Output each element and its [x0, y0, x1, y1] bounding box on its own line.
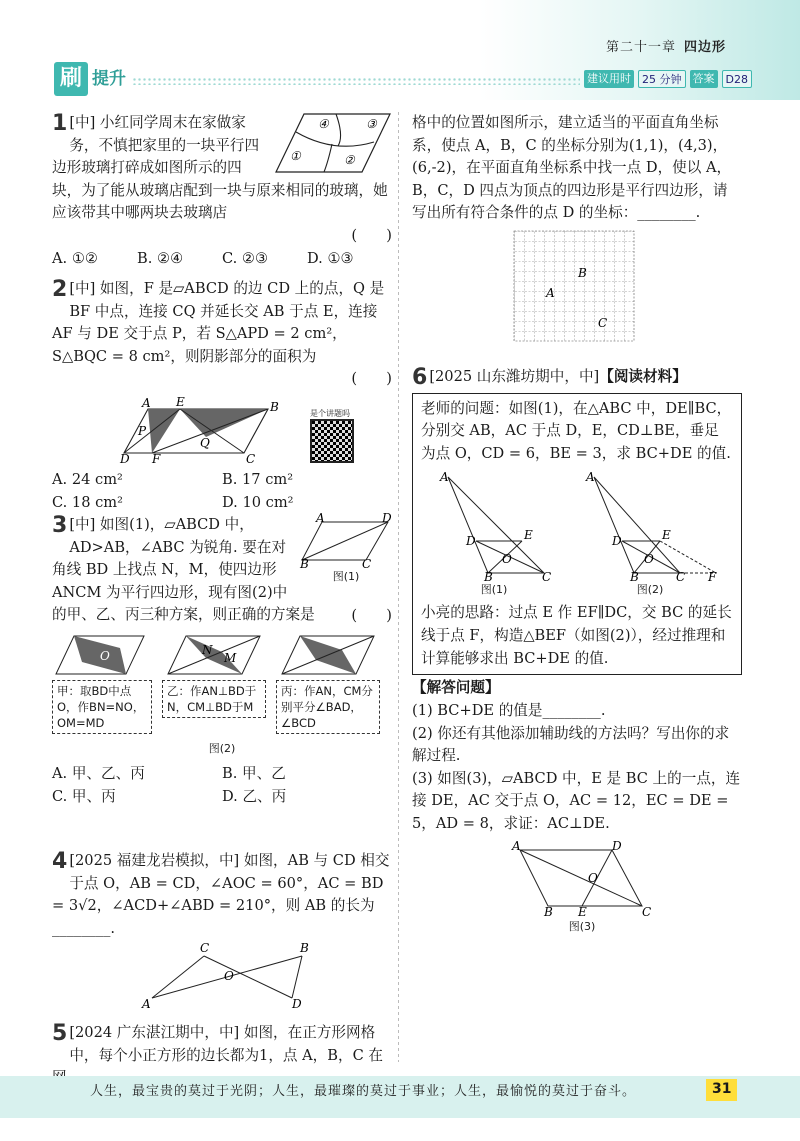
q1-label-1: ①: [290, 149, 301, 163]
footer-motto: 人生，最宝贵的莫过于光阴；人生，最璀璨的莫过于事业；人生，最愉悦的莫过于奋斗。: [90, 1084, 637, 1099]
answer-label: 答案: [690, 70, 718, 88]
q3-fig2-caption: 图(2): [208, 741, 236, 755]
time-value: 25 分钟: [638, 70, 686, 88]
q1-option-a[interactable]: A. ①②: [52, 249, 98, 267]
q3-option-a[interactable]: A. 甲、乙、丙: [52, 764, 145, 782]
logo-subtitle: 提升: [92, 69, 126, 89]
q5-text-left: [2024 广东湛江期中，中] 如图，在正方形网格中，每个小正方形的边长都为1，点 A，B，C 在: [69, 1024, 383, 1064]
q6-teacher-text: 老师的问题：如图(1)，在△ABC 中，DE∥BC，分别交 AB，AC 于点 D，E，CD⊥BE，垂足为点 O，CD = 6，BE = 3，求 BC+DE 的值.: [421, 399, 732, 462]
q6-fig3-e: E: [578, 904, 587, 919]
q6-tag: [2025 山东潍坊期中，中]: [429, 368, 600, 385]
q3-options-2: [52, 786, 392, 809]
q3-fig1-svg: [300, 511, 392, 571]
q6-fig2-f: F: [708, 570, 717, 585]
q6-sub1: (1) BC+DE 的值是________.: [412, 701, 606, 719]
q6-fig1-o: O: [502, 552, 512, 567]
q5-number: 5: [52, 1021, 68, 1046]
q1-label-4: ④: [318, 117, 329, 131]
page-number: 31: [706, 1079, 737, 1101]
q1-option-b[interactable]: B. ②④: [137, 249, 184, 267]
q1-paren: ( ): [351, 227, 392, 245]
q6-fig2-c: C: [676, 570, 686, 585]
q3-label-b: B: [300, 557, 309, 571]
q4-label-b: B: [300, 941, 309, 956]
q6-fig3-b: B: [544, 904, 553, 919]
q1-crack-3: [336, 114, 341, 146]
q3-option-b[interactable]: B. 甲、乙: [222, 764, 286, 782]
q2-option-a[interactable]: A. 24 cm²: [52, 471, 123, 489]
q3-label-a: A: [316, 511, 325, 525]
q5-grid-figure: [514, 231, 634, 341]
q1-option-c[interactable]: C. ②③: [222, 249, 269, 267]
q6-tag2: 【阅读材料】: [599, 368, 687, 385]
q2-label-q: Q: [200, 436, 210, 451]
q6-fig1-b: B: [484, 570, 493, 585]
q5-label-b: B: [578, 266, 587, 281]
q1-crack-2: [324, 144, 332, 172]
q6-fig3-o: O: [588, 870, 598, 885]
q6-fig2-o: O: [644, 552, 654, 567]
q6-fig3-a: A: [512, 838, 521, 853]
q6-fig3-c: C: [642, 904, 652, 919]
q2-qr-block: [310, 410, 364, 463]
q4-number: 4: [52, 849, 68, 874]
q3-text: [中] 如图(1)，▱ABCD 中，AD>AB，∠ABC 为锐角. 要在对角线 BD 上找点 N，M，使四边形 ANCM 为平行四边形，现有图(2)中的甲、乙、丙三种方案，则正确的方案是: [52, 516, 315, 624]
q3-options-1: [52, 763, 392, 786]
q6-number: 6: [412, 365, 428, 390]
q6-fig2: [580, 469, 720, 598]
q6-fig1-e: E: [524, 528, 533, 543]
q6-fig2-d: D: [612, 534, 622, 549]
q3-option-c[interactable]: C. 甲、丙: [52, 787, 116, 805]
q6-sub3: (3) 如图(3)，▱ABCD 中，E 是 BC 上的一点，连接 DE，AC 交于点 O，AC = 12，EC = DE = 5，AD = 8，求证：AC⊥DE.: [412, 769, 741, 832]
q3-fig1-diagonal: [302, 522, 388, 560]
q2-option-c[interactable]: C. 18 cm²: [52, 493, 123, 511]
q3-plan-b: [162, 632, 266, 734]
q3-number: 3: [52, 513, 68, 538]
chapter-header: 第二十一章 四边形: [606, 40, 727, 55]
q4-label-c: C: [200, 941, 210, 956]
q2-label-e: E: [176, 395, 185, 410]
q2-label-p: P: [138, 424, 147, 439]
q6-fig3: [512, 838, 652, 935]
q6-fig1-c: C: [542, 570, 552, 585]
question-2: [52, 278, 392, 514]
q1-options: [52, 248, 392, 271]
q4-text: [2025 福建龙岩模拟，中] 如图，AB 与 CD 相交于点 O，AB = CD，∠AOC = 60°，AC = BD = 3√2，∠ACD+∠ABD = 210°，则 AB 的长为: [52, 852, 390, 915]
q2-figure-row: [120, 391, 392, 467]
q2-text: [中] 如图，F 是▱ABCD 的边 CD 上的点，Q 是 BF 中点，连接 CQ 并延长交 AB 于点 E，连接 AF 与 DE 交于点 P，若 S△APD = 2 cm²，S△BQC = 8 cm²，则阴影部分的面积为: [52, 280, 385, 365]
q5-label-a: A: [546, 286, 555, 301]
q1-label-3: ③: [366, 117, 377, 131]
q3-label-d: D: [382, 511, 392, 525]
q3-plan-b-text: 乙：作AN⊥BD于N，CM⊥BD于M: [162, 680, 266, 718]
question-6: [412, 366, 742, 935]
q5-grid: [514, 231, 634, 341]
q2-label-c: C: [246, 452, 256, 467]
logo: 刷: [54, 62, 88, 96]
q4-line-bd: [292, 956, 302, 998]
q6-figs: [421, 469, 733, 598]
q2-options-1: [52, 469, 392, 492]
q6-fig1-svg: [434, 469, 554, 585]
q6-fig1-caption: 图(1): [480, 583, 508, 597]
q2-qr-caption: 是个讲题吗: [310, 409, 350, 419]
q6-fig1-a: A: [440, 470, 449, 485]
q2-option-d[interactable]: D. 10 cm²: [222, 493, 294, 511]
q6-fig2-caption: 图(2): [636, 583, 664, 597]
q3-plan-a-o: O: [100, 648, 110, 663]
q2-options-2: [52, 492, 392, 515]
q3-plan-c-fig: [276, 632, 380, 680]
q3-fig1-caption: 图(1): [332, 570, 360, 583]
q6-fig2-ef: [660, 541, 716, 573]
q6-fig3-ac: [520, 850, 642, 906]
q5-text-right: 格中的位置如图所示，建立适当的平面直角坐标系，使点 A，B，C 的坐标分别为(1,1)，(4,3)，(6,-2)，在平面直角坐标系中找一点 D，使以 A，B，C，D 四点为顶点的四边形是平行四边形，请写出所有符合条件的点 D 的坐标：: [412, 114, 732, 222]
q3-plan-a-fig: [52, 632, 152, 680]
q1-option-d[interactable]: D. ①③: [307, 249, 354, 267]
q4-figure: [142, 940, 312, 1010]
q1-crack-1: [296, 132, 374, 146]
q3-plan-b-n: N: [202, 642, 213, 657]
q6-sub2: (2) 你还有其他添加辅助线的方法吗？写出你的求解过程.: [412, 724, 730, 765]
q3-option-d[interactable]: D. 乙、丙: [222, 787, 287, 805]
time-label: 建议用时: [584, 70, 634, 88]
q5-blank[interactable]: ________.: [637, 204, 701, 222]
dotted-divider: [132, 77, 580, 85]
q5-continuation: [412, 112, 742, 341]
answer-page: D28: [722, 70, 752, 88]
column-divider: [398, 112, 399, 1062]
q3-fig1: [300, 511, 392, 585]
q6-solve-title: 【解答问题】: [412, 679, 500, 697]
q6-fig3-caption: 图(3): [568, 919, 596, 933]
q6-fig2-svg: [580, 469, 720, 585]
q4-label-d: D: [292, 997, 302, 1012]
q2-label-b: B: [270, 400, 279, 415]
question-1: [52, 112, 392, 270]
q6-fig1-triangle: [448, 477, 544, 573]
q3-plan-a: [52, 632, 152, 734]
q6-idea-text: 小亮的思路：过点 E 作 EF∥DC，交 BC 的延长线于点 F，构造△BEF（如图(2)），经过推理和计算能够求出 BC+DE 的值.: [421, 604, 732, 667]
qr-code[interactable]: [310, 419, 354, 463]
q6-reading-box: [412, 393, 742, 676]
q2-label-a: A: [142, 396, 151, 411]
q3-label-c: C: [362, 557, 372, 571]
q4-label-o: O: [224, 969, 234, 984]
q1-number: 1: [52, 111, 68, 136]
q3-plan-b-diagonal: [168, 636, 260, 674]
q2-label-f: F: [152, 452, 161, 467]
q2-figure: [120, 395, 292, 467]
q6-fig2-a: A: [586, 470, 595, 485]
q2-paren: ( ): [351, 370, 392, 388]
q4-blank[interactable]: ________.: [52, 919, 116, 937]
q2-label-d: D: [120, 452, 130, 467]
q1-text: [中] 小红同学周末在家做家务，不慎把家里的一块平行四边形玻璃打碎成如图所示的四块，为了能从玻璃店配到一块与原来相同的玻璃，她应该带其中哪两块去玻璃店: [52, 114, 388, 222]
q6-fig2-e: E: [662, 528, 671, 543]
q3-plan-b-m: M: [224, 650, 237, 665]
q2-number: 2: [52, 277, 68, 302]
q5-label-c: C: [598, 316, 608, 331]
question-3: [52, 511, 392, 808]
q6-fig3-d: D: [612, 838, 622, 853]
time-box: [584, 70, 752, 88]
q6-fig2-triangle: [594, 477, 680, 573]
question-4: [52, 850, 392, 1010]
q3-plan-b-fig: [162, 632, 266, 680]
q6-fig3-svg: [512, 838, 652, 919]
q3-plan-a-text: 甲：取BD中点O，作BN=NO，OM=MD: [52, 680, 152, 734]
q6-fig2-b: B: [630, 570, 639, 585]
q3-plan-c: [276, 632, 380, 734]
q4-line-ac: [152, 956, 204, 998]
q3-plan-c-text: 丙：作AN，CM分别平分∠BAD，∠BCD: [276, 680, 380, 734]
q4-label-a: A: [142, 997, 151, 1012]
q2-option-b[interactable]: B. 17 cm²: [222, 471, 294, 489]
q3-paren: ( ): [351, 607, 392, 625]
q3-plans: [52, 632, 392, 734]
q6-fig1-d: D: [466, 534, 476, 549]
q1-figure: [274, 112, 392, 174]
q6-fig1: [434, 469, 554, 598]
q1-label-2: ②: [344, 153, 355, 167]
q3-plan-c-diagonal: [282, 636, 374, 674]
